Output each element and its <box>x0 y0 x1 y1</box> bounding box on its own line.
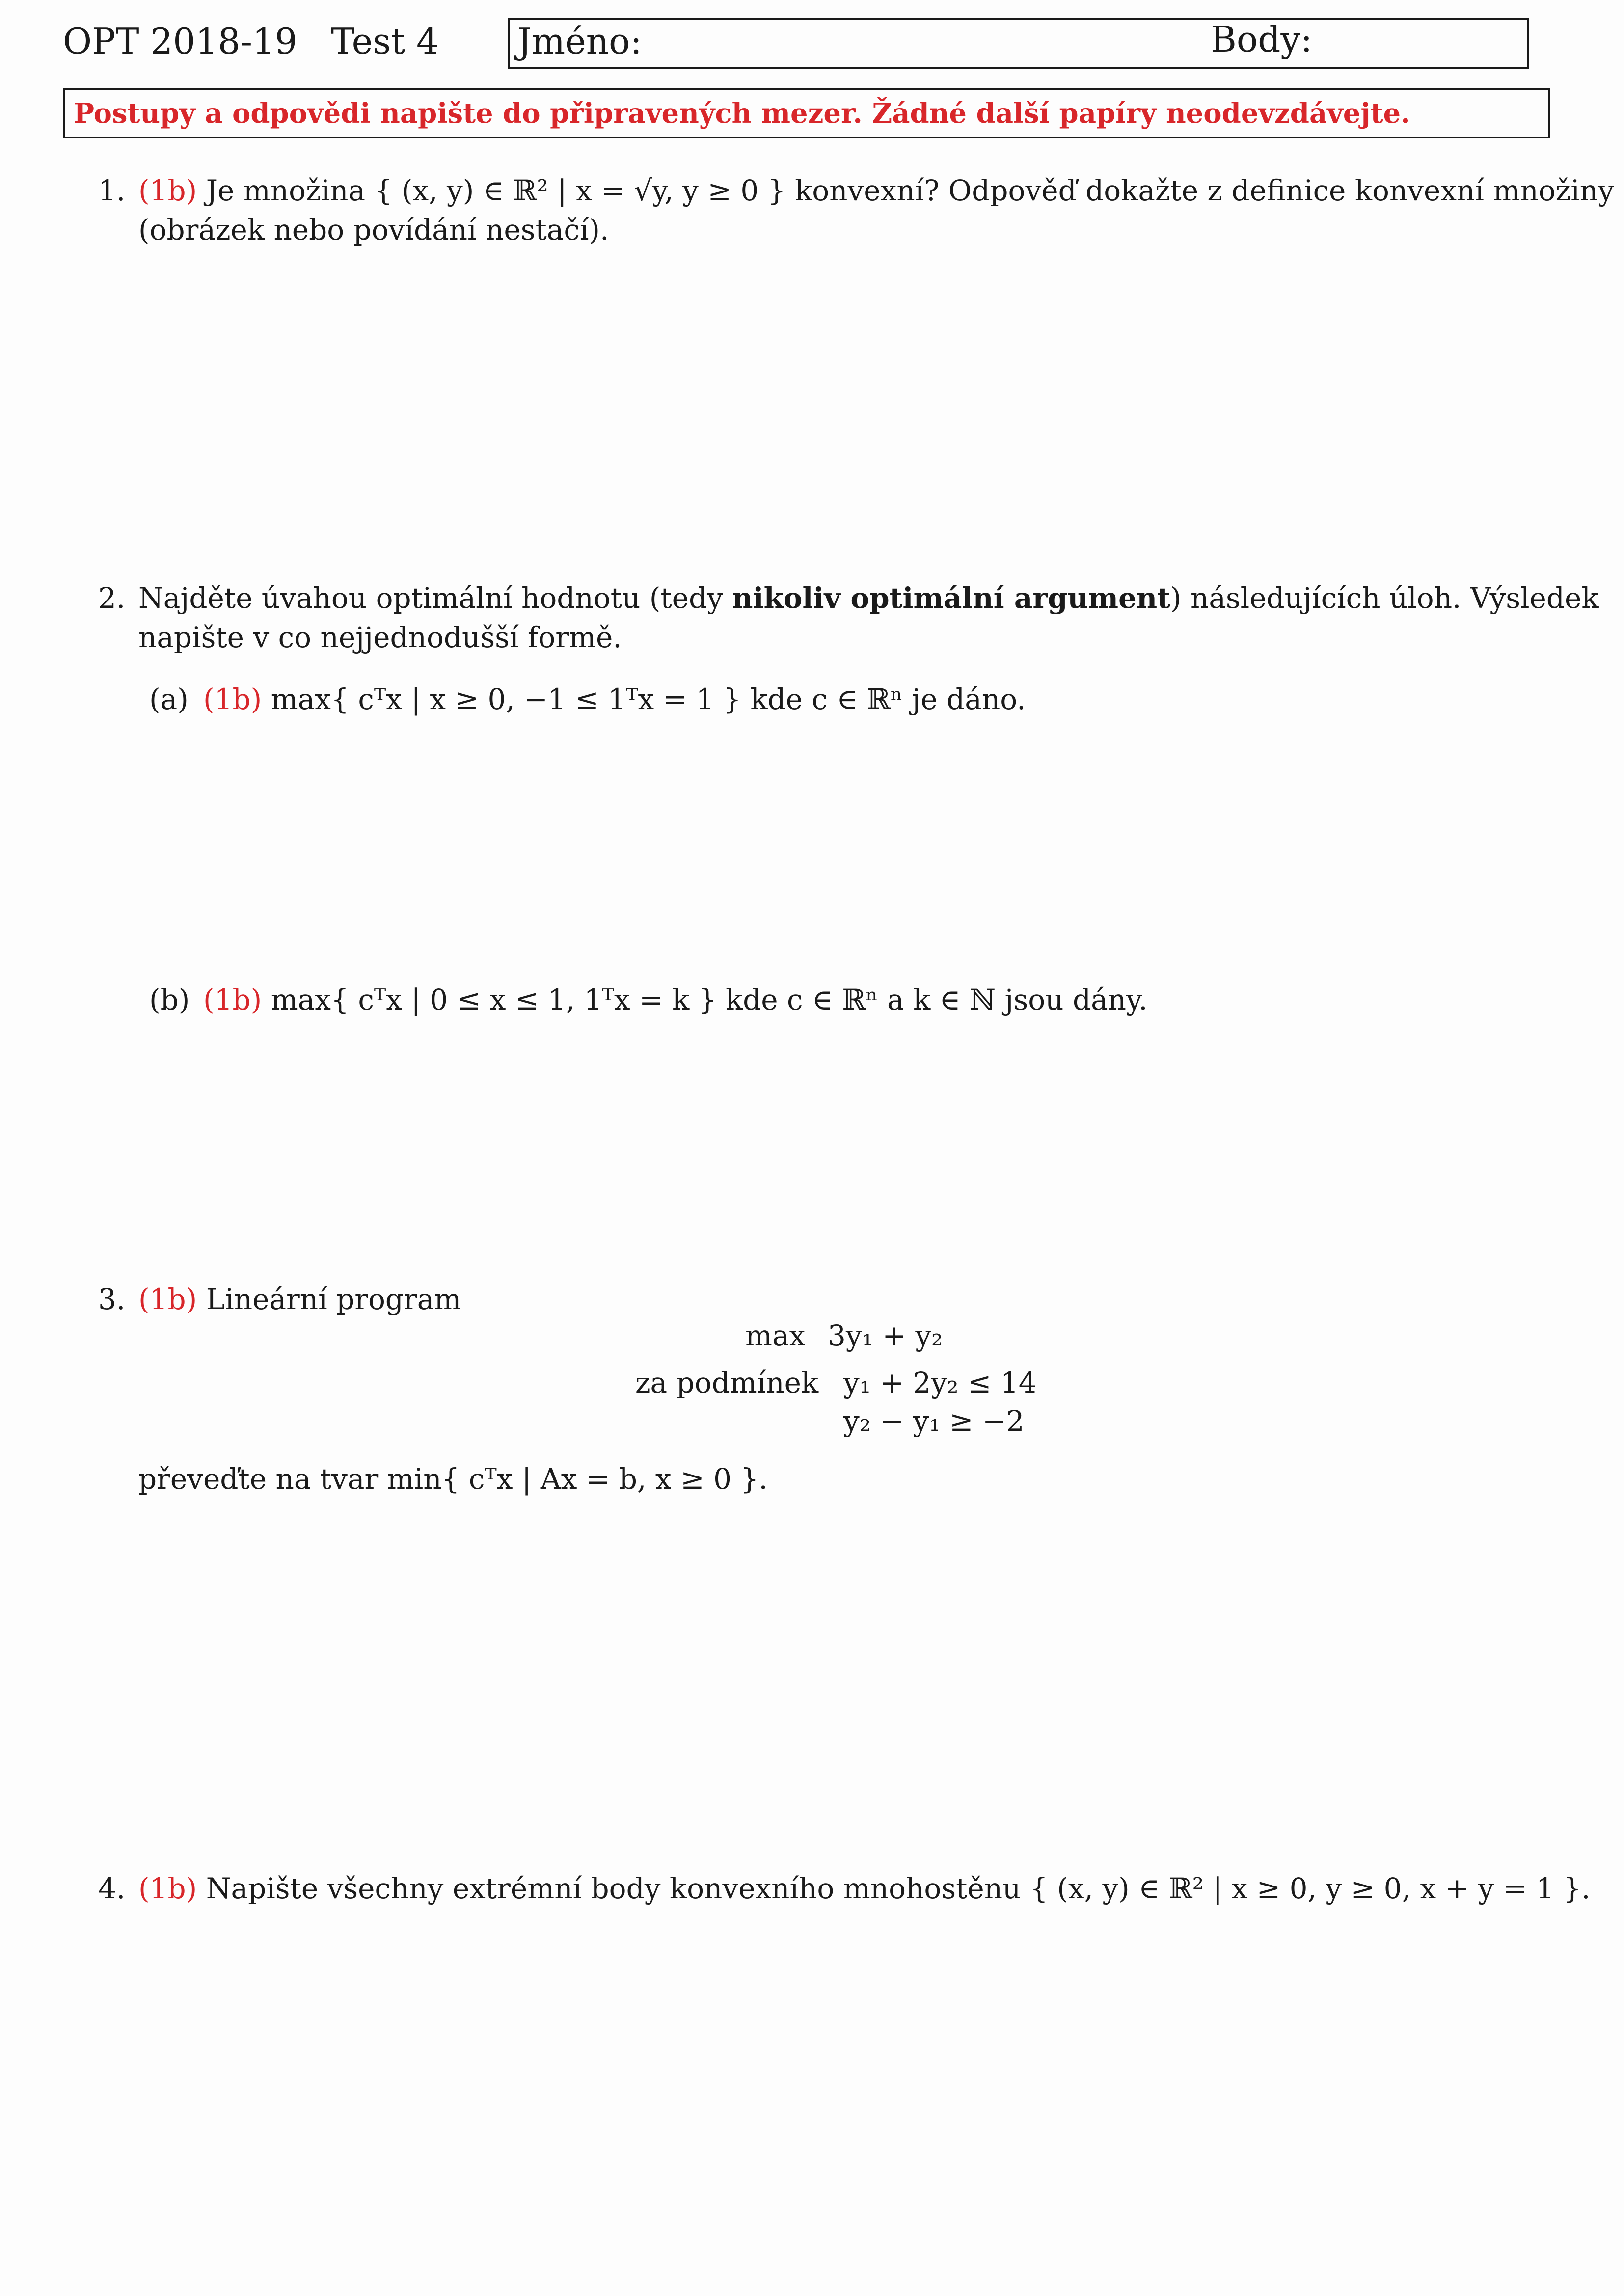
q2a-line <box>203 680 1026 719</box>
q2b-line <box>203 980 1148 1019</box>
name-points-box <box>508 18 1529 69</box>
q2-number: 2. <box>98 581 126 615</box>
lp-objective: 3y₁ + y₂ <box>828 1319 943 1352</box>
instructions-text: Postupy a odpovědi napište do připravených mezer. Žádné další papíry neodevzdávejte. <box>74 97 1410 130</box>
q3-tail: převeďte na tvar min{ cᵀx | Ax = b, x ≥ 0 }. <box>138 1462 768 1496</box>
q1-line1 <box>138 171 1614 210</box>
lp-constraint-1: y₁ + 2y₂ ≤ 14 <box>843 1366 1037 1399</box>
q2b-points: (1b) <box>203 983 262 1016</box>
q2b-label: (b) <box>149 983 190 1016</box>
q4-points: (1b) <box>138 1872 197 1905</box>
q4-number: 4. <box>98 1872 126 1905</box>
test-title: Test 4 <box>331 21 439 62</box>
q2-line1-bold: nikoliv optimální argument <box>732 581 1170 615</box>
q3-title: Lineární program <box>206 1283 461 1316</box>
header-title <box>63 21 439 62</box>
q4-text: Napište všechny extrémní body konvexního mnohostěnu { (x, y) ∈ ℝ² | x ≥ 0, y ≥ 0, x + y = 1 }. <box>206 1872 1591 1905</box>
q3-line1 <box>138 1280 461 1319</box>
name-label: Jméno: <box>517 21 642 62</box>
q3-number: 3. <box>98 1283 126 1316</box>
q4-line <box>138 1869 1591 1908</box>
q1-points: (1b) <box>138 174 197 207</box>
lp-max-label: max <box>745 1319 806 1352</box>
course-title: OPT 2018-19 <box>63 21 298 62</box>
q2b-text: max{ cᵀx | 0 ≤ x ≤ 1, 1ᵀx = k } kde c ∈ ℝⁿ a k ∈ ℕ jsou dány. <box>271 983 1148 1016</box>
q2a-points: (1b) <box>203 683 262 716</box>
points-label: Body: <box>1211 19 1313 60</box>
q2-line1 <box>138 578 1598 618</box>
q2-line1-post: ) následujících úloh. Výsledek <box>1170 581 1599 615</box>
q1-line2: (obrázek nebo povídání nestačí). <box>138 213 609 246</box>
q2a-text: max{ cᵀx | x ≥ 0, −1 ≤ 1ᵀx = 1 } kde c ∈ ℝⁿ je dáno. <box>271 683 1026 716</box>
q2-line1-pre: Najděte úvahou optimální hodnotu (tedy <box>138 581 723 615</box>
q3-points: (1b) <box>138 1283 197 1316</box>
lp-constraints-label: za podmínek <box>635 1366 819 1399</box>
q2-line2: napište v co nejjednodušší formě. <box>138 621 622 654</box>
lp-constraint-2: y₂ − y₁ ≥ −2 <box>843 1404 1025 1438</box>
q1-number: 1. <box>98 174 126 207</box>
q1-text: Je množina { (x, y) ∈ ℝ² | x = √y, y ≥ 0 } konvexní? Odpověď dokažte z definice konvexní množiny <box>206 174 1614 207</box>
q2a-label: (a) <box>149 683 189 716</box>
